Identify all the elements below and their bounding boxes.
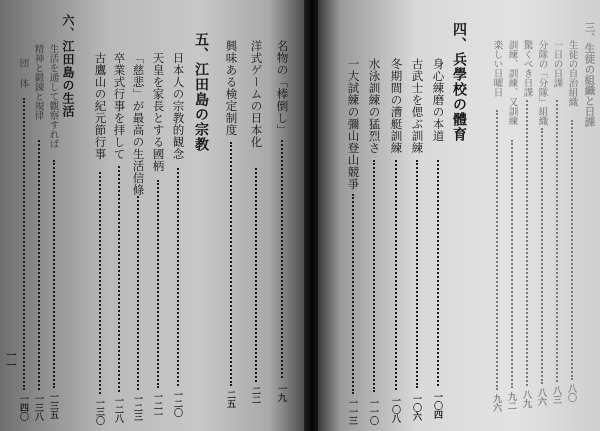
toc-entry-title: 精神と鍛錬と規律 — [32, 44, 44, 120]
dot-leader — [118, 166, 120, 392]
toc-entry-title: 名物の「棒倒し」 — [275, 40, 290, 136]
dot-leader — [556, 100, 558, 382]
toc-entry-page: 二五 — [225, 390, 235, 408]
toc-entry-page: 一〇六 — [411, 394, 421, 421]
toc-entry-page: 一二八 — [113, 396, 123, 423]
dot-leader — [416, 160, 418, 388]
toc-entry-page: 一〇八 — [390, 396, 400, 423]
dot-leader — [541, 128, 543, 384]
toc-entry-page: 一九 — [276, 384, 286, 402]
toc-entry-page: 一三〇 — [94, 398, 104, 425]
section-heading: 五、江田島の宗教 — [193, 32, 209, 152]
toc-entry-title: 分隊の「分隊」組織 — [536, 40, 548, 126]
toc-entry-page: 一四〇 — [18, 394, 28, 421]
toc-entry-title: 天皇を家長とする國柄 — [151, 52, 166, 172]
toc-entry-title: 古武士を偲ぶ訓練 — [410, 58, 425, 154]
toc-entry-title: 「慈悲」が最高の生活信條 — [131, 52, 146, 196]
toc-entry-page: 一二〇 — [172, 390, 182, 417]
toc-entry-page: 一〇四 — [432, 392, 442, 419]
toc-entry-page: 八〇 — [566, 384, 576, 402]
toc-entry-page: 一三八 — [33, 394, 43, 421]
dot-leader — [373, 160, 375, 392]
toc-entry-page: 一一三 — [347, 398, 357, 425]
toc-entry-title: 卒業式行事を拝して — [112, 52, 127, 160]
toc-entry-page: 八三 — [551, 386, 561, 404]
section-heading: 四、兵學校の體育 — [451, 22, 467, 142]
toc-entry-title: 身心練磨の本道 — [431, 58, 446, 142]
dot-leader — [496, 110, 498, 390]
dot-leader — [177, 168, 179, 386]
toc-entry-title: 楽しい日曜日 — [491, 40, 503, 97]
toc-entry-title: 生活を通して觀察すれば — [47, 44, 59, 149]
toc-entry-page: 二二 — [250, 386, 260, 404]
toc-entry-title: 古鷹山の紀元節行事 — [93, 52, 108, 160]
dot-leader — [526, 100, 528, 386]
toc-entry-page: 九二 — [506, 392, 516, 410]
toc-entry-page: 一二三 — [132, 394, 142, 421]
toc-entry-title: 日本人の宗教的観念 — [171, 52, 186, 160]
page-folio: 一一 — [4, 350, 15, 370]
section-heading: 三、生徒の組織と日課 — [583, 22, 596, 127]
toc-entry-title: 生徒の自治組織 — [566, 40, 578, 107]
toc-entry-page: 一一〇 — [368, 398, 378, 425]
toc-entry-page: 一二一 — [152, 392, 162, 419]
toc-entry-page: 八六 — [536, 388, 546, 406]
toc-entry-page: 一三五 — [48, 392, 58, 419]
dot-leader — [230, 142, 232, 386]
toc-entry-title: 団 体 — [17, 58, 29, 88]
dot-leader — [281, 140, 283, 378]
dot-leader — [395, 160, 397, 390]
dot-leader — [157, 180, 159, 388]
toc-entry-title: 一日の日課 — [551, 40, 563, 88]
dot-leader — [511, 140, 513, 388]
dot-leader — [352, 194, 354, 394]
toc-entry-title: 洋式ゲームの日本化 — [249, 40, 264, 148]
toc-entry-page: 八九 — [521, 390, 531, 408]
toc-entry-title: 一大試練の彌山登山競爭 — [346, 58, 361, 190]
toc-entry-title: 訓練、訓練、又訓練 — [506, 40, 518, 126]
dot-leader — [38, 140, 40, 390]
dot-leader — [99, 172, 101, 394]
dot-leader — [137, 196, 139, 390]
section-heading: 六、江田島の生活 — [61, 14, 75, 118]
dot-leader — [437, 160, 439, 386]
toc-entry-page: 九六 — [491, 394, 501, 412]
toc-entry-title: 興味ある検定制度 — [224, 40, 239, 136]
dot-leader — [571, 120, 573, 380]
dot-leader — [23, 98, 25, 390]
toc-entry-title: 水泳訓練の猛烈さ — [367, 58, 382, 154]
toc-entry-title: 冬期間の漕艇訓練 — [389, 58, 404, 154]
toc-entry-title: 驚くべき日課 — [521, 40, 533, 97]
dot-leader — [53, 160, 55, 388]
dot-leader — [255, 168, 257, 382]
